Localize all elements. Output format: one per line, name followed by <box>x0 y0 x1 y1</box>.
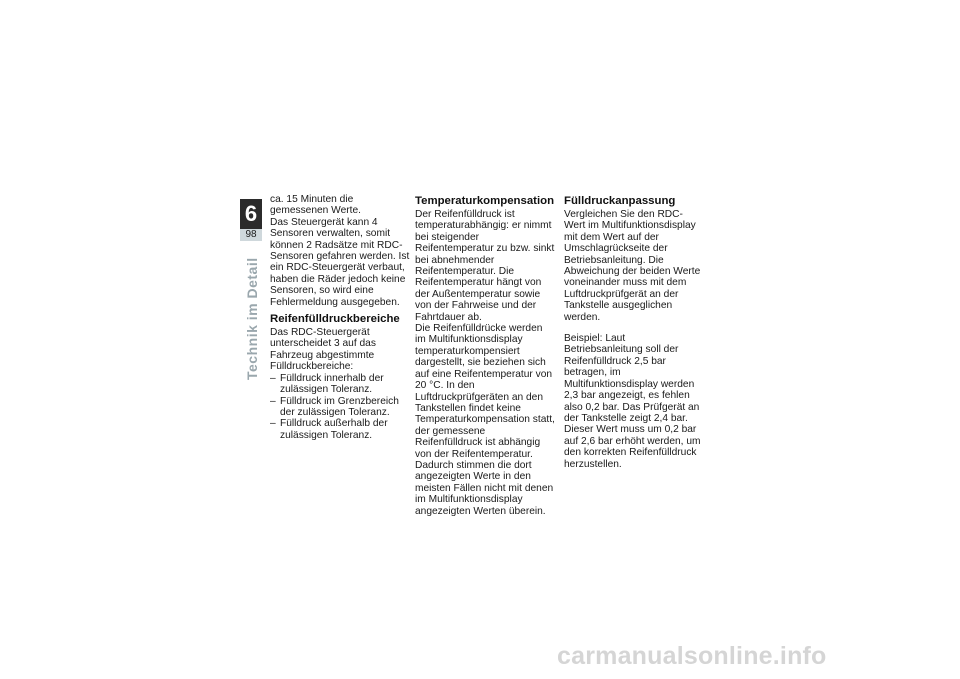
heading-fuelldruckanpassung: Fülldruckanpassung <box>564 195 676 207</box>
ranges-paragraph: Das RDC-Steuergerät unterscheidet 3 auf das Fahrzeug abgestimmte Fülldruckbereiche: <box>270 327 376 373</box>
temperature-paragraph: Der Reifenfülldruck ist temperaturabhängig: er nimmt bei steigender Reifentemperatur zu bzw. sinkt bei abnehmender Reifentemperatur. Die Reifentemperatur hängt von der Außentemperatur sowie von der Fahrweise und der Fahrtdauer ab. <box>415 209 555 323</box>
page-number: 98 <box>240 229 262 241</box>
adjustment-paragraph: Vergleichen Sie den RDC-Wert im Multifunktionsdisplay mit dem Wert auf der Umschlagrückseite der Betriebsanleitung. Die Abweichung der beiden Werte voneinander muss mit dem Luftdruckprüfgerät an der Tankstelle ausgeglichen werden. <box>564 209 701 323</box>
chapter-number: 6 <box>240 199 262 229</box>
list-item: – Fülldruck im Grenzbereich der zulässigen Toleranz. <box>270 396 410 419</box>
watermark: carmanualsonline.info <box>557 642 827 670</box>
example-paragraph: Beispiel: Laut Betriebsanleitung soll der Reifenfülldruck 2,5 bar betragen, im Multifunktionsdisplay werden 2,3 bar angezeigt, es fehlen also 0,2 bar. Das Prüfgerät an der Tankstelle zeigt 2,4 bar. Dieser Wert muss um 0,2 bar auf 2,6 bar erhöht werden, um den korrekten Reifenfülldruck herzustellen. <box>564 333 701 470</box>
column-2 <box>415 194 555 517</box>
list-item: – Fülldruck außerhalb der zulässigen Toleranz. <box>270 418 410 441</box>
column-3 <box>564 194 704 470</box>
column-1 <box>270 194 410 441</box>
heading-temperaturkompensation: Temperaturkompensation <box>415 195 555 207</box>
sensor-paragraph: Das Steuergerät kann 4 Sensoren verwalten, somit können 2 Radsätze mit RDC-Sensoren gefahren werden. Ist ein RDC-Steuergerät verbaut, haben die Räder jedoch keine Sensoren, so wird eine Fehlermeldung ausgegeben. <box>270 216 410 308</box>
intro-paragraph: ca. 15 Minuten die gemessenen Werte. <box>270 194 361 217</box>
list-item: – Fülldruck innerhalb der zulässigen Toleranz. <box>270 373 410 396</box>
chapter-title: Technik im Detail <box>244 257 260 380</box>
compensation-paragraph: Die Reifenfülldrücke werden im Multifunktionsdisplay temperaturkompensiert dargestellt, sie beziehen sich auf eine Reifentemperatur von 20 °C. In den Luftdruckprüfgeräten an den Tankstellen findet keine Temperaturkompensation statt, der gemessene Reifenfülldruck ist abhängig von der Reifentemperatur. Dadurch stimmen die dort angezeigten Werte in den meisten Fällen nicht mit denen im Multifunktionsdisplay angezeigten Werten überein. <box>415 323 555 517</box>
heading-fuelldruckbereiche: Reifenfülldruckbereiche <box>270 313 400 326</box>
ranges-list <box>270 373 410 441</box>
